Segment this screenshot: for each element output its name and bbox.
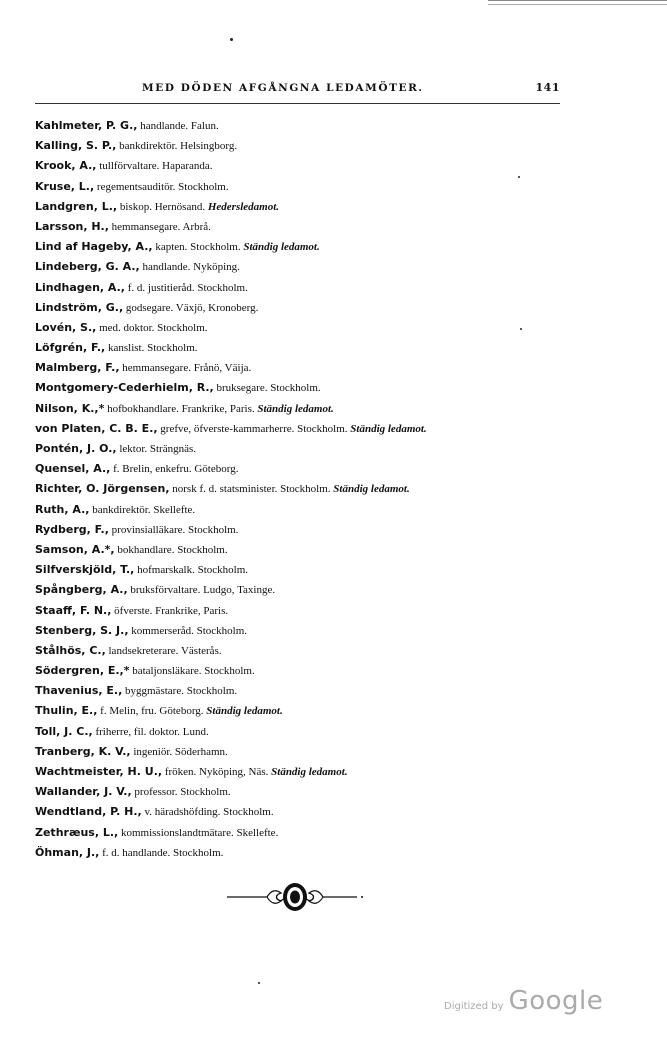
member-details: bataljonsläkare. Stockholm. [132, 665, 255, 678]
list-item [35, 681, 595, 701]
member-details: bruksegare. Stockholm. [216, 382, 321, 395]
header-rule [35, 103, 560, 104]
membership-note: Ständig ledamot. [206, 705, 283, 718]
member-details: kapten. Stockholm. [155, 241, 241, 254]
list-item [35, 237, 595, 257]
list-item [35, 641, 595, 661]
member-name: Malmberg, F., [35, 361, 120, 375]
list-item [35, 217, 595, 237]
member-name: Pontén, J. O., [35, 442, 117, 455]
member-details: friherre, fil. doktor. Lund. [95, 725, 209, 738]
watermark-brand: Google [508, 986, 604, 1016]
list-item [35, 439, 595, 459]
list-item [35, 338, 595, 358]
list-item [35, 197, 595, 217]
member-name: Kahlmeter, P. G., [35, 119, 138, 132]
list-item [35, 177, 595, 197]
member-name: von Platen, C. B. E., [35, 421, 158, 435]
member-details: biskop. Hernösand. [119, 200, 206, 213]
list-item [35, 802, 595, 822]
member-details: tullförvaltare. Haparanda. [99, 160, 213, 173]
member-details: regementsauditör. Stockholm. [96, 180, 229, 193]
list-item [35, 701, 595, 721]
member-name: Thavenius, E., [35, 684, 123, 698]
member-name: Stålhös, C., [35, 643, 106, 657]
member-details: hofmarskalk. Stockholm. [137, 564, 248, 577]
membership-note: Ständig ledamot. [271, 766, 348, 778]
list-item [35, 358, 595, 378]
list-item [35, 823, 595, 843]
member-name: Wallander, J. V., [35, 785, 132, 799]
list-item [35, 116, 595, 136]
member-list [35, 116, 595, 863]
member-details: ingeniör. Söderhamn. [133, 745, 228, 758]
member-details: provinsialläkare. Stockholm. [111, 523, 239, 536]
list-item [35, 621, 595, 641]
member-name: Zethræus, L., [35, 825, 119, 839]
member-details: lektor. Strängnäs. [119, 443, 197, 455]
member-name: Tranberg, K. V., [35, 744, 131, 758]
member-details: f. Melin, fru. Göteborg. [100, 705, 204, 718]
member-name: Södergren, E.,* [35, 664, 130, 678]
list-item [35, 540, 595, 560]
member-details: grefve, öfverste-kammarherre. Stockholm. [160, 422, 348, 435]
member-details: godsegare. Växjö, Kronoberg. [125, 301, 259, 314]
member-name: Wendtland, P. H., [35, 805, 142, 819]
member-name: Staaff, F. N., [35, 603, 112, 617]
member-details: landsekreterare. Västerås. [108, 644, 222, 657]
list-item [35, 257, 595, 277]
member-name: Öhman, J., [35, 845, 100, 859]
list-item [35, 560, 595, 580]
membership-note: Ständig ledamot. [257, 402, 334, 415]
member-name: Quensel, A., [35, 462, 111, 476]
member-details: kommissionslandtmätare. Skellefte. [120, 826, 279, 839]
member-details: bruksförvaltare. Ludgo, Taxinge. [130, 584, 276, 597]
list-item [35, 601, 595, 621]
member-details: v. häradshöfding. Stockholm. [144, 806, 274, 819]
member-details: bankdirektör. Skellefte. [92, 503, 196, 516]
member-details: bokhandlare. Stockholm. [117, 543, 228, 556]
member-details: byggmästare. Stockholm. [125, 685, 238, 698]
list-item [35, 156, 595, 176]
list-item [35, 479, 595, 499]
list-item [35, 378, 595, 398]
list-item [35, 843, 595, 863]
top-edge-rule [488, 0, 667, 5]
speck [230, 38, 233, 41]
membership-note: Ständig ledamot. [243, 241, 320, 254]
member-name: Krook, A., [35, 159, 97, 173]
member-name: Kalling, S. P., [35, 139, 117, 153]
member-details: professor. Stockholm. [134, 786, 231, 799]
member-details: f. Brelin, enkefru. Göteborg. [113, 463, 239, 476]
digitized-watermark [444, 986, 603, 1016]
member-name: Larsson, H., [35, 219, 109, 233]
member-name: Ruth, A., [35, 502, 90, 516]
watermark-prefix: Digitized by [444, 1001, 504, 1012]
member-name: Richter, O. Jörgensen, [35, 482, 170, 496]
member-name: Montgomery-Cederhielm, R., [35, 381, 214, 395]
member-details: hemmansegare. Arbrå. [111, 220, 211, 233]
member-name: Lind af Hageby, A., [35, 240, 153, 254]
member-details: hemmansegare. Frånö, Väija. [122, 362, 252, 375]
member-details: bankdirektör. Helsingborg. [119, 140, 238, 153]
member-details: handlande. Falun. [140, 120, 219, 132]
list-item [35, 136, 595, 156]
member-name: Lindhagen, A., [35, 280, 125, 294]
list-item [35, 762, 595, 782]
list-item [35, 298, 595, 318]
member-details: norsk f. d. statsminister. Stockholm. [172, 483, 331, 496]
member-name: Toll, J. C., [35, 724, 93, 738]
member-name: Nilson, K.,* [35, 401, 105, 415]
member-name: Rydberg, F., [35, 522, 109, 536]
member-details: f. d. justitieråd. Stockholm. [127, 281, 248, 294]
member-details: f. d. handlande. Stockholm. [102, 846, 224, 859]
list-item [35, 742, 595, 762]
list-item [35, 419, 595, 439]
member-name: Kruse, L., [35, 179, 95, 193]
list-item [35, 520, 595, 540]
member-name: Stenberg, S. J., [35, 623, 129, 637]
member-name: Landgren, L., [35, 199, 118, 213]
list-item [35, 500, 595, 520]
member-name: Lindeberg, G. A., [35, 260, 140, 274]
member-name: Lovén, S., [35, 320, 97, 334]
list-item [35, 722, 595, 742]
membership-note: Ständig ledamot. [333, 483, 410, 496]
member-details: kanslist. Stockholm. [107, 342, 198, 355]
speck [258, 982, 260, 984]
member-details: öfverste. Frankrike, Paris. [114, 604, 229, 617]
member-name: Samson, A.*, [35, 542, 115, 556]
list-item [35, 580, 595, 600]
member-details: hofbokhandlare. Frankrike, Paris. [107, 402, 255, 415]
list-item [35, 399, 595, 419]
list-item [35, 278, 595, 298]
member-details: handlande. Nyköping. [142, 261, 240, 274]
membership-note: Ständig ledamot. [350, 422, 427, 435]
membership-note: Hedersledamot. [207, 200, 280, 213]
list-item [35, 459, 595, 479]
list-item [35, 661, 595, 681]
member-details: med. doktor. Stockholm. [99, 321, 208, 334]
member-name: Spångberg, A., [35, 583, 128, 597]
member-details: fröken. Nyköping, Näs. [164, 766, 269, 778]
member-name: Silfverskjöld, T., [35, 563, 135, 577]
member-name: Löfgrén, F., [35, 341, 106, 355]
running-header [142, 82, 560, 94]
member-name: Lindström, G., [35, 300, 124, 314]
list-item [35, 782, 595, 802]
ornament-icon [225, 880, 365, 918]
member-details: kommerseråd. Stockholm. [131, 624, 248, 637]
member-name: Thulin, E., [35, 704, 98, 718]
page-number: 141 [535, 81, 560, 94]
page-title: MED DÖDEN AFGÅNGNA LEDAMÖTER. [142, 82, 424, 94]
list-item [35, 318, 595, 338]
member-name: Wachtmeister, H. U., [35, 765, 163, 778]
